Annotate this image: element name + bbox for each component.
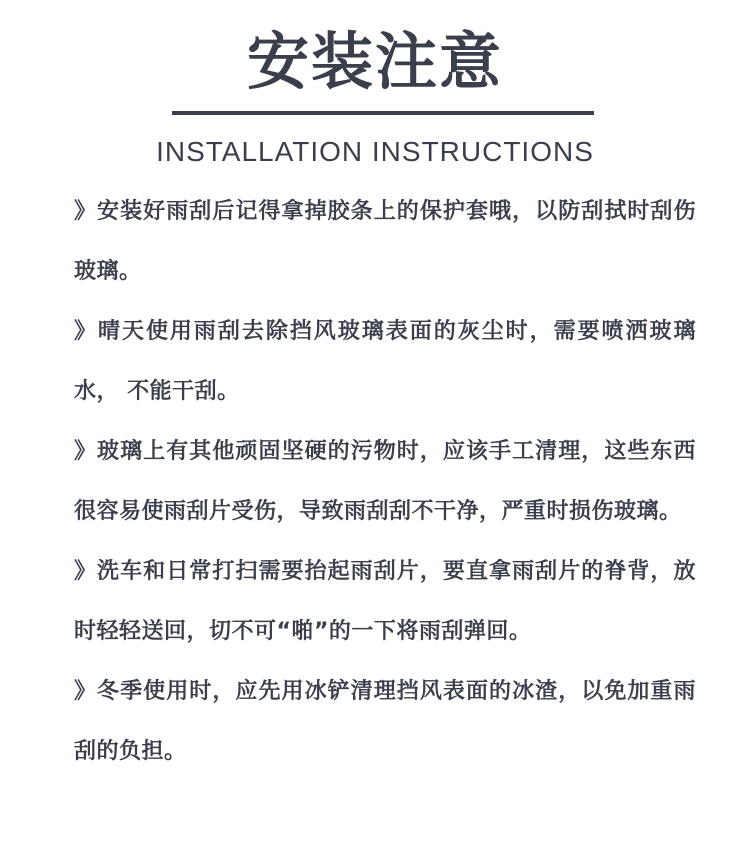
instructions-list: [74, 182, 696, 782]
instruction-item: 》安装好雨刮后记得拿掉胶条上的保护套哦，以防刮拭时刮伤玻璃。: [74, 199, 696, 284]
instruction-item: 》冬季使用时，应先用冰铲清理挡风表面的冰渣，以免加重雨刮的负担。: [74, 679, 696, 764]
instruction-item: 》晴天使用雨刮去除挡风玻璃表面的灰尘时，需要喷洒玻璃水， 不能干刮。: [74, 319, 696, 404]
title-divider: [172, 111, 594, 115]
instruction-item: 》洗车和日常打扫需要抬起雨刮片，要直拿雨刮片的脊背，放时轻轻送回，切不可“啪”的一下将雨刮弹回。: [74, 559, 696, 644]
page-subtitle: INSTALLATION INSTRUCTIONS: [156, 136, 594, 167]
instruction-item: 》玻璃上有其他顽固坚硬的污物时，应该手工清理，这些东西很容易使雨刮片受伤，导致雨刮刮不干净，严重时损伤玻璃。: [74, 439, 696, 524]
page-title: 安装注意: [246, 25, 503, 98]
